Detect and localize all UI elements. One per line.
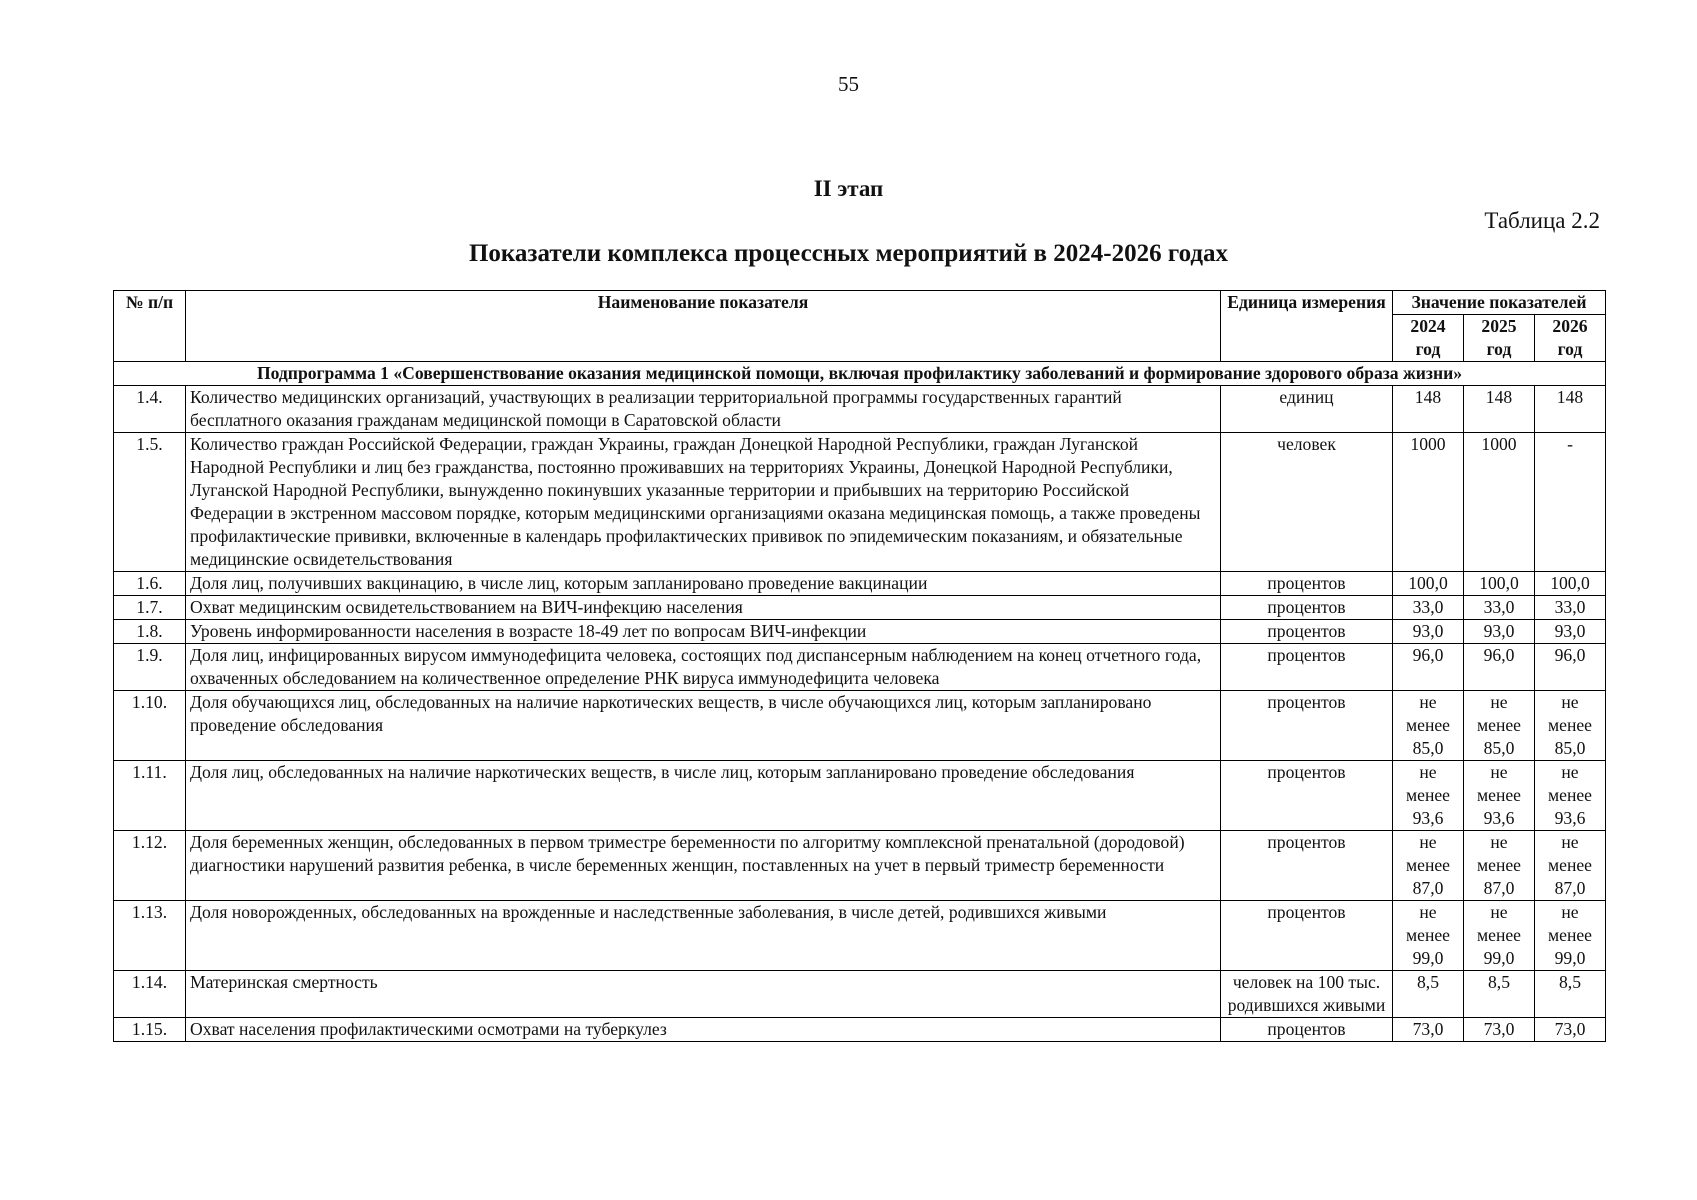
value-2025: не менее 93,6 — [1464, 761, 1535, 831]
table-row — [114, 433, 1606, 572]
row-number: 1.6. — [114, 572, 186, 596]
document-title: Показатели комплекса процессных мероприятий в 2024-2026 годах — [468, 240, 1229, 267]
subprogram-row — [114, 362, 1606, 386]
table-body — [114, 386, 1606, 1042]
value-2025: не менее 85,0 — [1464, 691, 1535, 761]
row-number: 1.11. — [114, 761, 186, 831]
row-number: 1.13. — [114, 901, 186, 971]
value-2024: не менее 85,0 — [1393, 691, 1464, 761]
row-number: 1.7. — [114, 596, 186, 620]
table-row — [114, 831, 1606, 901]
value-2024: 1000 — [1393, 433, 1464, 572]
unit-of-measure: процентов — [1221, 620, 1393, 644]
value-2025: 93,0 — [1464, 620, 1535, 644]
header-year-2024: 2024 год — [1393, 315, 1464, 362]
value-2024: 8,5 — [1393, 971, 1464, 1018]
indicator-name: Уровень информированности населения в возрасте 18-49 лет по вопросам ВИЧ-инфекции — [186, 620, 1221, 644]
table-row — [114, 620, 1606, 644]
value-2025: 33,0 — [1464, 596, 1535, 620]
value-2025: 148 — [1464, 386, 1535, 433]
row-number: 1.10. — [114, 691, 186, 761]
unit-of-measure: процентов — [1221, 596, 1393, 620]
table-row — [114, 386, 1606, 433]
value-2024: не менее 87,0 — [1393, 831, 1464, 901]
unit-of-measure: процентов — [1221, 644, 1393, 691]
row-number: 1.8. — [114, 620, 186, 644]
value-2026: 8,5 — [1535, 971, 1606, 1018]
unit-of-measure: процентов — [1221, 572, 1393, 596]
row-number: 1.5. — [114, 433, 186, 572]
value-2025: не менее 87,0 — [1464, 831, 1535, 901]
table-header-row — [114, 291, 1606, 315]
page-number: 55 — [838, 72, 859, 96]
value-2024: не менее 99,0 — [1393, 901, 1464, 971]
value-2024: не менее 93,6 — [1393, 761, 1464, 831]
indicator-name: Доля обучающихся лиц, обследованных на наличие наркотических веществ, в числе обучающихся лиц, которым запланировано проведение обследования — [186, 691, 1221, 761]
value-2025: 1000 — [1464, 433, 1535, 572]
table-row — [114, 596, 1606, 620]
row-number: 1.14. — [114, 971, 186, 1018]
value-2025: не менее 99,0 — [1464, 901, 1535, 971]
unit-of-measure: человек — [1221, 433, 1393, 572]
unit-of-measure: человек на 100 тыс. родившихся живыми — [1221, 971, 1393, 1018]
header-year-2025: 2025 год — [1464, 315, 1535, 362]
table-row — [114, 901, 1606, 971]
value-2025: 96,0 — [1464, 644, 1535, 691]
indicator-name: Материнская смертность — [186, 971, 1221, 1018]
header-num: № п/п — [114, 291, 186, 362]
unit-of-measure: процентов — [1221, 761, 1393, 831]
value-2026: не менее 93,6 — [1535, 761, 1606, 831]
indicator-name: Охват медицинским освидетельствованием на ВИЧ-инфекцию населения — [186, 596, 1221, 620]
value-2024: 93,0 — [1393, 620, 1464, 644]
indicator-name: Охват населения профилактическими осмотрами на туберкулез — [186, 1018, 1221, 1042]
table-row — [114, 1018, 1606, 1042]
table-row — [114, 971, 1606, 1018]
unit-of-measure: процентов — [1221, 831, 1393, 901]
row-number: 1.4. — [114, 386, 186, 433]
value-2024: 100,0 — [1393, 572, 1464, 596]
table-row — [114, 572, 1606, 596]
value-2026: 96,0 — [1535, 644, 1606, 691]
value-2026: 100,0 — [1535, 572, 1606, 596]
indicator-name: Доля лиц, инфицированных вирусом иммунодефицита человека, состоящих под диспансерным наблюдением на конец отчетного года, охваченных обследованием на количественное определение РНК вируса иммунодефицита человека — [186, 644, 1221, 691]
indicator-name: Доля беременных женщин, обследованных в первом триместре беременности по алгоритму комплексной пренатальной (дородовой) диагностики нарушений развития ребенка, в числе беременных женщин, поставленных на учет в первый триместр беременности — [186, 831, 1221, 901]
unit-of-measure: единиц — [1221, 386, 1393, 433]
table-label: Таблица 2.2 — [1484, 208, 1600, 233]
value-2024: 33,0 — [1393, 596, 1464, 620]
unit-of-measure: процентов — [1221, 691, 1393, 761]
table-row — [114, 691, 1606, 761]
header-year-2026: 2026 год — [1535, 315, 1606, 362]
table-row — [114, 761, 1606, 831]
header-unit: Единица измерения — [1221, 291, 1393, 362]
header-name: Наименование показателя — [186, 291, 1221, 362]
stage-heading: II этап — [813, 176, 884, 201]
indicator-name: Количество медицинских организаций, участвующих в реализации территориальной программы государственных гарантий бесплатного оказания гражданам медицинской помощи в Саратовской области — [186, 386, 1221, 433]
indicator-name: Доля новорожденных, обследованных на врожденные и наследственные заболевания, в числе детей, родившихся живыми — [186, 901, 1221, 971]
unit-of-measure: процентов — [1221, 1018, 1393, 1042]
value-2026: 73,0 — [1535, 1018, 1606, 1042]
indicator-name: Доля лиц, получивших вакцинацию, в числе лиц, которым запланировано проведение вакцинации — [186, 572, 1221, 596]
header-values: Значение показателей — [1393, 291, 1606, 315]
row-number: 1.15. — [114, 1018, 186, 1042]
value-2026: 148 — [1535, 386, 1606, 433]
value-2025: 8,5 — [1464, 971, 1535, 1018]
value-2024: 148 — [1393, 386, 1464, 433]
table-row — [114, 644, 1606, 691]
value-2026: не менее 99,0 — [1535, 901, 1606, 971]
value-2026: 93,0 — [1535, 620, 1606, 644]
value-2024: 96,0 — [1393, 644, 1464, 691]
indicator-name: Количество граждан Российской Федерации, граждан Украины, граждан Донецкой Народной Республики, граждан Луганской Народной Республики и лиц без гражданства, постоянно проживавших на территориях Украины, Донецкой Народной Республики, Луганской Народной Республики, вынужденно покинувших указанные территории и прибывших на территорию Российской Федерации в экстренном массовом порядке, которым медицинскими организациями оказана медицинская помощь, а также проведены профилактические прививки, включенные в календарь профилактических прививок по эпидемическим показаниям, и обязательные медицинские освидетельствования — [186, 433, 1221, 572]
row-number: 1.9. — [114, 644, 186, 691]
indicators-table — [113, 290, 1606, 1042]
row-number: 1.12. — [114, 831, 186, 901]
subprogram-title: Подпрограмма 1 «Совершенствование оказания медицинской помощи, включая профилактику заболеваний и формирование здорового образа жизни» — [114, 362, 1606, 386]
value-2025: 73,0 — [1464, 1018, 1535, 1042]
value-2025: 100,0 — [1464, 572, 1535, 596]
indicator-name: Доля лиц, обследованных на наличие наркотических веществ, в числе лиц, которым запланировано проведение обследования — [186, 761, 1221, 831]
value-2026: 33,0 — [1535, 596, 1606, 620]
value-2026: не менее 87,0 — [1535, 831, 1606, 901]
value-2026: - — [1535, 433, 1606, 572]
unit-of-measure: процентов — [1221, 901, 1393, 971]
value-2024: 73,0 — [1393, 1018, 1464, 1042]
value-2026: не менее 85,0 — [1535, 691, 1606, 761]
